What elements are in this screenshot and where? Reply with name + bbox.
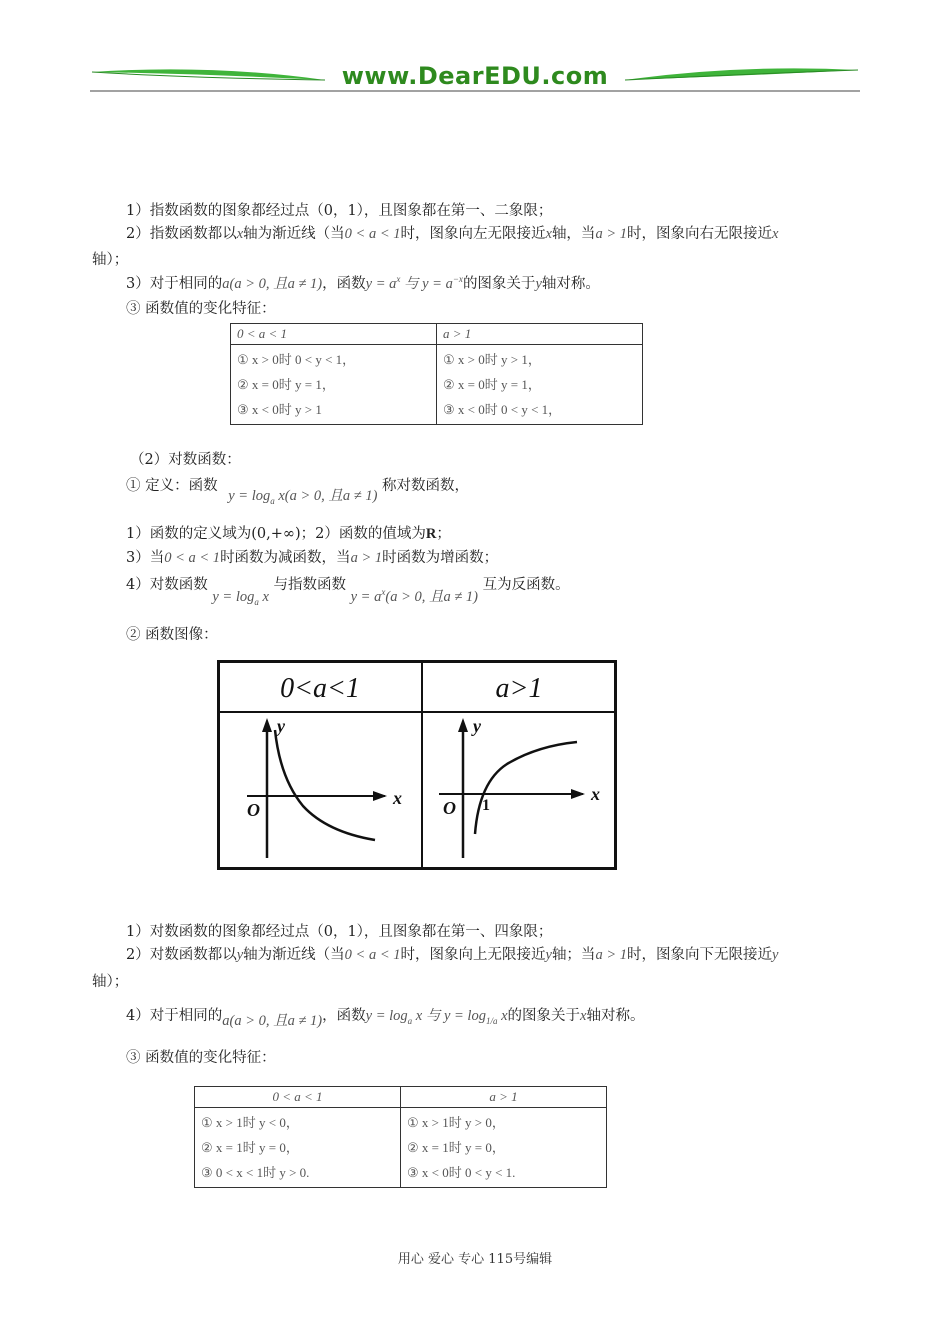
log-table-right-row: ② x = 1时 y = 0，	[407, 1140, 505, 1155]
log-table-head-right: a > 1	[401, 1087, 607, 1108]
right-one-label: 1	[482, 797, 490, 814]
log-prop-domain: 1）函数的定义域为(0,+∞)；2）函数的值域为R；	[126, 526, 451, 542]
graph-frame	[219, 662, 616, 869]
left-origin-label: O	[247, 800, 260, 820]
log-table-left-row: ③ 0 < x < 1时 y > 0.	[201, 1165, 310, 1180]
log-prop-1: 1）对数函数的图象都经过点（0，1），且图象都在第一、四象限；	[126, 924, 553, 940]
log-value-table	[194, 1086, 607, 1188]
log-section-title: （2）对数函数：	[130, 452, 241, 468]
log-prop-inverse: 4）对数函数 $y = \log_a x$ 与指数函数 $y = a^x(a > 0$, 且a ≠ 1) 互为反函数。	[126, 577, 570, 607]
log-definition: ① 定义：函数 $y = \log_a x(a > 0$, 且a ≠ 1) 称对数函数，	[126, 478, 470, 506]
exp-prop-2: 2）指数函数都以x轴为渐近线（当0 < a < 1时，图象向左无限接近x轴，当a > 1时，图象向右无限接近x	[126, 226, 779, 242]
graph-title: ② 函数图像：	[126, 627, 218, 643]
log-graph-figure	[217, 660, 617, 874]
right-axis-y-label: y	[473, 716, 481, 736]
exp-prop-4: ③ 函数值的变化特征：	[126, 301, 276, 317]
exp-value-table	[230, 323, 643, 425]
exp-prop-2-cont: 轴）；	[92, 252, 129, 268]
right-origin-label: O	[443, 798, 456, 818]
log-prop-2: 2）对数函数都以y轴为渐近线（当0 < a < 1时，图象向上无限接近y轴；当a > 1时，图象向下无限接近y	[126, 947, 779, 963]
log-prop-4: 4）对于相同的a(a > 0, 且a ≠ 1)，函数$y = \log_a x$ 与 $y = \log_{1/a} x$的图象关于x轴对称。	[126, 1008, 645, 1029]
site-logo: www.DearEDU.com	[341, 62, 609, 90]
exp-table-right-row: ② x = 0时 y = 1，	[443, 377, 541, 392]
exp-table-left-row: ② x = 0时 y = 1，	[237, 377, 335, 392]
graph-head-left: 0<a<1	[280, 673, 360, 704]
exp-prop-3: 3）对于相同的a(a > 0, 且a ≠ 1)，函数$y = a^x$ 与 $y = a^{-x}$的图象关于y轴对称。	[126, 274, 600, 292]
log-table-right-row: ① x > 1时 y > 0，	[407, 1115, 505, 1130]
log-prop-5: ③ 函数值的变化特征：	[126, 1050, 276, 1066]
log-table-head-left: 0 < a < 1	[195, 1087, 401, 1108]
exp-table-head-left: 0 < a < 1	[231, 324, 437, 345]
graph-head-right: a>1	[495, 673, 543, 704]
right-axis-x-label: x	[591, 784, 600, 804]
left-axis-x-label: x	[393, 788, 402, 808]
exp-table-left-row: ③ x < 0时 y > 1	[237, 402, 322, 417]
exp-table-left-row: ① x > 0时 0 < y < 1，	[237, 352, 356, 367]
log-prop-2-cont: 轴）；	[92, 974, 129, 990]
exp-table-head-right: a > 1	[437, 324, 643, 345]
page-footer: 用心 爱心 专心 115号编辑	[397, 1252, 553, 1267]
left-axis-y-label: y	[277, 716, 285, 736]
log-table-right-row: ③ x < 0时 0 < y < 1.	[407, 1165, 516, 1180]
log-table-left-row: ② x = 1时 y = 0，	[201, 1140, 299, 1155]
exp-table-right-row: ③ x < 0时 0 < y < 1，	[443, 402, 562, 417]
log-table-left-row: ① x > 1时 y < 0，	[201, 1115, 299, 1130]
log-prop-monotonic: 3）当0 < a < 1时函数为减函数，当a > 1时函数为增函数；	[126, 550, 499, 566]
header-banner	[90, 60, 860, 94]
exp-prop-1: 1）指数函数的图象都经过点（0，1），且图象都在第一、二象限；	[126, 203, 553, 219]
exp-table-right-row: ① x > 0时 y > 1，	[443, 352, 541, 367]
